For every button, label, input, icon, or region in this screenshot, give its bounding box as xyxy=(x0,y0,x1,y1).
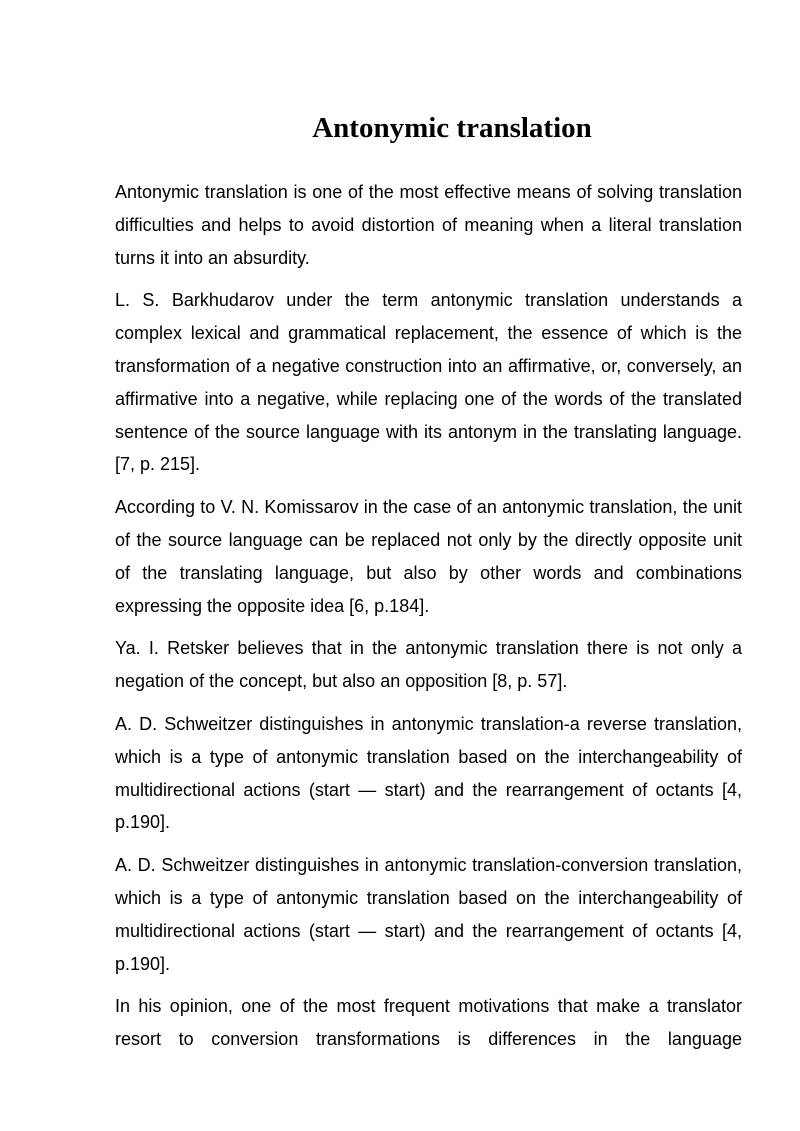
document-body xyxy=(115,176,742,1056)
paragraph-1: Antonymic translation is one of the most effective means of solving translation difficulties and helps to avoid distortion of meaning when a literal translation turns it into an absurdity. xyxy=(115,182,742,268)
paragraph-7: In his opinion, one of the most frequent motivations that make a translator resort to conversion transformations is differences in the language xyxy=(115,996,742,1050)
page-title: Antonymic translation xyxy=(312,112,592,144)
paragraph-3: According to V. N. Komissarov in the case of an antonymic translation, the unit of the source language can be replaced not only by the directly opposite unit of the translating language, but also by other words and combinations expressing the opposite idea [6, p.184]. xyxy=(115,497,742,616)
paragraph-6: A. D. Schweitzer distinguishes in antonymic translation-conversion translation, which is a type of antonymic translation based on the interchangeability of multidirectional actions (start — start) and the rearrangement of octants [4, p.190]. xyxy=(115,855,742,974)
paragraph-5: A. D. Schweitzer distinguishes in antonymic translation-a reverse translation, which is a type of antonymic translation based on the interchangeability of multidirectional actions (start — start) and the rearrangement of octants [4, p.190]. xyxy=(115,713,742,833)
paragraph-2: L. S. Barkhudarov under the term antonymic translation understands a complex lexical and grammatical replacement, the essence of which is the transformation of a negative construction into an affirmative, or, conversely, an affirmative into a negative, while replacing one of the words of the translated sentence of the source language with its antonym in the translating language. [7, p. 215]. xyxy=(115,290,742,475)
paragraph-4: Ya. I. Retsker believes that in the antonymic translation there is not only a negation of the concept, but also an opposition [8, p. 57]. xyxy=(115,638,742,692)
